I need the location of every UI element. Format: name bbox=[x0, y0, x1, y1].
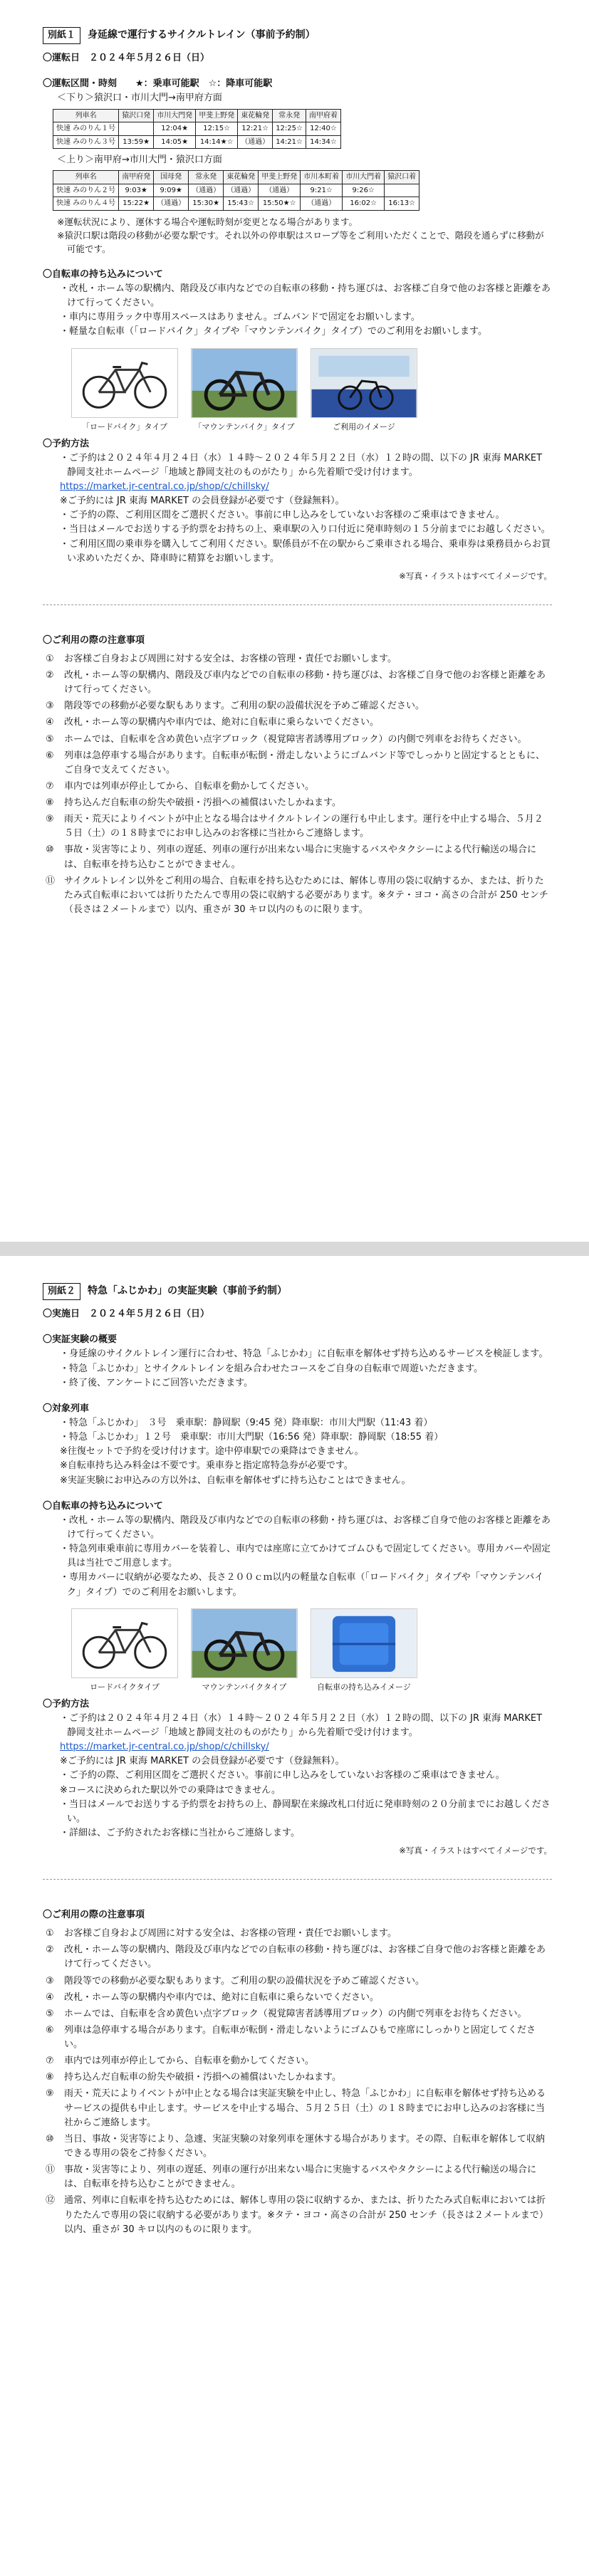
rules-heading-2: 〇ご利用の際の注意事項 bbox=[43, 1909, 145, 1920]
list-item: ③ 階段等での移動が必要な駅もあります。ご利用の駅の設備状況を予めご確認ください。 bbox=[46, 701, 424, 712]
header-cell: 猿沢口着 bbox=[385, 171, 419, 184]
bike-carry-item: ・車内に専用ラック中専用スペースはありません。ゴムバンドで固定をお願いします。 bbox=[60, 312, 420, 323]
list-item: ⑤ ホームでは、自転車を含め黄色い点字ブロック（視覚障害者誘導用ブロック）の内側で列車をお待ちください。 bbox=[46, 2008, 527, 2019]
booking-url-link[interactable]: https://market.jr-central.co.jp/shop/c/chillsky/ bbox=[60, 481, 269, 492]
down-timetable-header bbox=[53, 109, 341, 122]
list-item: ① お客様ご自身および周囲に対する安全は、お客様の管理・責任でお願いします。 bbox=[46, 653, 397, 664]
mountain-bike-photo bbox=[191, 1608, 298, 1693]
outline-item: ・終了後、アンケートにご回答いただきます。 bbox=[60, 1377, 254, 1388]
booking-url-link[interactable]: https://market.jr-central.co.jp/shop/c/chillsky/ bbox=[60, 1742, 269, 1753]
train-note: ※実証実験にお申込みの方以外は、自転車を解体せずに持ち込むことはできません。 bbox=[60, 1475, 411, 1486]
page-1-title: 身延線で運行するサイクルトレイン（事前予約制） bbox=[88, 29, 316, 41]
bike-carry-item: ・改札・ホーム等の駅構内、階段及び車内などでの自転車の移動・持ち運びは、お客様ご自身で他のお客様と距離をあけて行ってください。 bbox=[60, 283, 551, 309]
booking-heading-2: 〇予約方法 bbox=[43, 1698, 90, 1710]
header-cell: 列車名 bbox=[53, 171, 119, 184]
list-item: ⑦ 車内では列車が停止してから、自転車を動かしてください。 bbox=[46, 780, 315, 792]
booking-heading: 〇予約方法 bbox=[43, 438, 90, 449]
list-item: ⑫ 通常、列車に自転車を持ち込むためには、解体し専用の袋に収納するか、または、折りたたみ式自転車においては折りたたんで専用の袋に収納する必要があります。※タテ・ヨコ・高さの合計が 250 センチ（長さは２メートルまで）以内、重さが 30 キロ以内のものに限ります。 bbox=[46, 2195, 548, 2235]
time-cell: 15:30★ bbox=[189, 197, 224, 211]
target-trains-heading: 〇対象列車 bbox=[43, 1403, 90, 1414]
time-cell: 12:21☆ bbox=[238, 122, 273, 136]
experiment-date: 〇実施日 ２０２４年５月２６日（日） bbox=[43, 1309, 210, 1320]
time-cell bbox=[385, 184, 419, 197]
list-item: ⑨ 雨天・荒天によりイベントが中止となる場合は実証実験を中止し、特急「ふじかわ」に自転車を解体せず持ち込めるサービスの提供も中止します。サービスを中止する場合、５月２５日（土）の１８時までにお申し込みのお客様に当社からご連絡します。 bbox=[46, 2088, 546, 2128]
list-item: ⑧ 持ち込んだ自転車の紛失や破損・汚損への補償はいたしかねます。 bbox=[46, 2072, 341, 2083]
carry-image-photo bbox=[311, 1608, 417, 1693]
booking-item: ・ご利用区間の乗車券を購入してご利用ください。駅係員が不在の駅からご乗車される場合、乗車券は乗務員からお買い求めいただくか、降車時に精算をお願いします。 bbox=[60, 538, 551, 564]
train-name-cell: 快速 みのりん２号 bbox=[53, 184, 119, 197]
photo-caption: 「マウンテンバイク」タイプ bbox=[194, 422, 295, 431]
photo-note: ※写真・イラストはすべてイメージです。 bbox=[399, 570, 552, 581]
road-bike-photo bbox=[71, 348, 178, 433]
usage-image-photo bbox=[311, 348, 417, 433]
operation-date: 〇運転日 ２０２４年５月２６日（日） bbox=[43, 53, 210, 64]
train-note: ※往復セットで予約を受け付けます。途中停車駅での乗降はできません。 bbox=[60, 1446, 364, 1457]
bike-photos bbox=[43, 348, 552, 433]
target-train-item: ・特急「ふじかわ」１２号 乗車駅：市川大門駅（16:56 発）降車駅：静岡駅（18:55 着） bbox=[60, 1432, 444, 1443]
mountain-bike-icon bbox=[192, 349, 297, 417]
list-item: ⑧ 持ち込んだ自転車の紛失や破損・汚損への補償はいたしかねます。 bbox=[46, 797, 341, 809]
outline-item: ・特急「ふじかわ」とサイクルトレインを組み合わせたコースをご自身の自転車で周遊いただきます。 bbox=[60, 1363, 484, 1374]
list-item: ⑩ 事故・災害等により、列車の遅延、列車の運行が出来ない場合に実施するバスやタクシーによる代行輸送の場合には、自転車を持ち込むことができません。 bbox=[46, 844, 537, 870]
time-cell: 14:14★☆ bbox=[196, 135, 238, 149]
time-cell: 14:05★ bbox=[154, 135, 196, 149]
header-cell: 国母発 bbox=[154, 171, 189, 184]
header-cell: 猿沢口発 bbox=[119, 109, 154, 122]
train-name-cell: 快速 みのりん３号 bbox=[53, 135, 119, 149]
list-item: ⑪ サイクルトレイン以外をご利用の場合、自転車を持ち込むためには、解体し専用の袋に収納するか、または、折りたたみ式自転車においては折りたたんで専用の袋に収納する必要があります。※タテ・ヨコ・高さの合計が 250 センチ（長さは２メートルまで）以内、重さが 30 キロ以内のものに限ります。 bbox=[46, 875, 548, 916]
rules-heading: 〇ご利用の際の注意事項 bbox=[43, 634, 145, 646]
page-2-title: 特急「ふじかわ」の実証実験（事前予約制） bbox=[88, 1285, 288, 1297]
header-cell: 東花輪発 bbox=[224, 171, 259, 184]
train-name-cell: 快速 みのりん４号 bbox=[53, 197, 119, 211]
booking-item: ※ご予約には JR 東海 MARKET の会員登録が必要です（登録無料）。 bbox=[60, 1756, 345, 1767]
header-cell: 東花輪発 bbox=[238, 109, 273, 122]
list-item: ⑨ 雨天・荒天によりイベントが中止となる場合はサイクルトレインの運行も中止します。運行を中止する場合、５月２５日（土）の１８時までにお申し込みのお客様に当社からご連絡します。 bbox=[46, 814, 543, 839]
header-cell: 常永発 bbox=[189, 171, 224, 184]
header-cell: 南甲府発 bbox=[119, 171, 154, 184]
time-cell: 9:03★ bbox=[119, 184, 154, 197]
table-row bbox=[53, 122, 341, 136]
booking-item: ・詳細は、ご予約されたお客様に当社からご連絡します。 bbox=[60, 1827, 300, 1838]
annex-tag-2: 別紙２ bbox=[43, 1283, 80, 1300]
time-cell: （通過） bbox=[301, 197, 343, 211]
list-item: ⑩ 当日、事故・災害等により、急遽、実証実験の対象列車を運休する場合があります。その際、自転車を解体して収納できる専用の袋をご持参ください。 bbox=[46, 2133, 545, 2159]
photo-caption: 自転車の持ち込みイメージ bbox=[317, 1682, 411, 1692]
time-cell: 15:22★ bbox=[119, 197, 154, 211]
bike-carry-item: ・特急列車乗車前に専用カバーを装着し、車内では座席に立てかけてゴムひもで固定してください。専用カバーや固定具は当社でご用意します。 bbox=[60, 1544, 551, 1569]
booking-item: ※ご予約には JR 東海 MARKET の会員登録が必要です（登録無料）。 bbox=[60, 496, 345, 507]
mountain-bike-photo bbox=[191, 348, 298, 433]
list-item: ③ 階段等での移動が必要な駅もあります。ご利用の駅の設備状況を予めご確認ください。 bbox=[46, 1975, 424, 1986]
outline-heading: 〇実証実験の概要 bbox=[43, 1334, 118, 1346]
list-item: ⑦ 車内では列車が停止してから、自転車を動かしてください。 bbox=[46, 2056, 315, 2067]
down-timetable bbox=[53, 109, 341, 150]
rules-list-2 bbox=[43, 1927, 552, 2237]
photo-caption: マウンテンバイクタイプ bbox=[202, 1682, 287, 1692]
photo-caption: 「ロードバイク」タイプ bbox=[81, 422, 167, 431]
section-divider bbox=[43, 604, 552, 605]
route-note: ※猿沢口駅は階段の移動が必要な駅です。それ以外の停車駅はスロープ等をご利用いただくことで、階段を通らずに移動が可能です。 bbox=[57, 230, 544, 255]
table-row bbox=[53, 184, 419, 197]
photo-caption: ロードバイクタイプ bbox=[90, 1682, 160, 1692]
list-item: ⑤ ホームでは、自転車を含め黄色い点字ブロック（視覚障害者誘導用ブロック）の内側で列車をお待ちください。 bbox=[46, 733, 527, 745]
up-direction-label: ＜上り＞南甲府→市川大門・猿沢口方面 bbox=[57, 155, 222, 166]
time-cell: 16:02☆ bbox=[343, 197, 385, 211]
header-cell: 市川大門発 bbox=[154, 109, 196, 122]
booking-item: ・ご予約は２０２４年４月２４日（水）１４時～２０２４年５月２２日（水）１２時の間、以下の JR 東海 MARKET 静岡支社ホームページ「地域と静岡支社のものがたり」から先着順で受け付けます。 bbox=[60, 1712, 552, 1738]
time-cell: （通過） bbox=[259, 184, 301, 197]
route-heading: 〇運転区間・時刻 ★：乗車可能駅 ☆：降車可能駅 bbox=[43, 78, 273, 90]
route-note: ※運転状況により、運休する場合や運転時刻が変更となる場合があります。 bbox=[57, 216, 358, 227]
time-cell: 12:04★ bbox=[154, 122, 196, 136]
bike-carry-heading-2: 〇自転車の持ち込みについて bbox=[43, 1500, 163, 1512]
bike-cover-seat-icon bbox=[311, 1609, 417, 1677]
table-row bbox=[53, 135, 341, 149]
time-cell: 14:34☆ bbox=[306, 135, 340, 149]
bike-carry-item: ・専用カバーに収納が必要なため、長さ２００ｃｍ以内の軽量な自転車（「ロードバイク」タイプや「マウンテンバイク」タイプ）でのご利用をお願いします。 bbox=[60, 1572, 544, 1598]
table-row bbox=[53, 197, 419, 211]
road-bike-photo bbox=[71, 1608, 178, 1693]
list-item: ④ 改札・ホーム等の駅構内や車内では、絶対に自転車に乗らないでください。 bbox=[46, 1991, 380, 2003]
outline-item: ・身延線のサイクルトレイン運行に合わせ、特急「ふじかわ」に自転車を解体せず持ち込めるサービスを検証します。 bbox=[60, 1349, 548, 1360]
bike-carry-item: ・改札・ホーム等の駅構内、階段及び車内などでの自転車の移動・持ち運びは、お客様ご自身で他のお客様と距離をあけて行ってください。 bbox=[60, 1514, 551, 1540]
target-train-item: ・特急「ふじかわ」 ３号 乗車駅：静岡駅（9:45 発）降車駅：市川大門駅（11:43 着） bbox=[60, 1417, 433, 1428]
rules-list bbox=[43, 652, 552, 917]
time-cell: 15:43☆ bbox=[224, 197, 259, 211]
bike-carry-item: ・軽量な自転車（「ロードバイク」タイプや「マウンテンバイク」タイプ）でのご利用をお願いします。 bbox=[60, 326, 487, 337]
page-1-title-row bbox=[43, 27, 552, 44]
train-name-cell: 快速 みのりん１号 bbox=[53, 122, 119, 136]
booking-item: ※コースに決められた駅以外での乗降はできません。 bbox=[60, 1784, 281, 1796]
list-item: ② 改札・ホーム等の駅構内、階段及び車内などでの自転車の移動・持ち運びは、お客様ご自身で他のお客様と距離をあけて行ってください。 bbox=[46, 669, 546, 696]
time-cell: （通過） bbox=[154, 197, 189, 211]
page-2-title-row bbox=[43, 1283, 552, 1300]
booking-item: ・ご予約は２０２４年４月２４日（水）１４時～２０２４年５月２２日（水）１２時の間、以下の JR 東海 MARKET 静岡支社ホームページ「地域と静岡支社のものがたり」から先着順で受け付けます。 bbox=[60, 452, 552, 478]
time-cell: 9:21☆ bbox=[301, 184, 343, 197]
time-cell: 12:15☆ bbox=[196, 122, 238, 136]
time-cell: 14:21☆ bbox=[273, 135, 306, 149]
down-direction-label: ＜下り＞猿沢口・市川大門→南甲府方面 bbox=[57, 93, 222, 104]
header-cell: 列車名 bbox=[53, 109, 119, 122]
bike-carry-heading: 〇自転車の持ち込みについて bbox=[43, 268, 163, 280]
time-cell: 9:26☆ bbox=[343, 184, 385, 197]
page-1 bbox=[0, 0, 589, 1242]
list-item: ⑥ 列車は急停車する場合があります。自転車が転倒・滑走しないようにゴムひもで座席にしっかりと固定してください。 bbox=[46, 2024, 536, 2051]
header-cell: 甲斐上野発 bbox=[259, 171, 301, 184]
time-cell: 9:09★ bbox=[154, 184, 189, 197]
train-note: ※自転車持ち込み料金は不要です。乗車券と指定席特急券が必要です。 bbox=[60, 1460, 353, 1472]
list-item: ⑪ 事故・災害等により、列車の遅延、列車の運行が出来ない場合に実施するバスやタクシーによる代行輸送の場合には、自転車を持ち込むことができません。 bbox=[46, 2164, 537, 2190]
list-item: ④ 改札・ホーム等の駅構内や車内では、絶対に自転車に乗らないでください。 bbox=[46, 717, 380, 728]
annex-tag-1: 別紙１ bbox=[43, 27, 80, 44]
header-cell: 市川本町着 bbox=[301, 171, 343, 184]
list-item: ② 改札・ホーム等の駅構内、階段及び車内などでの自転車の移動・持ち運びは、お客様ご自身で他のお客様と距離をあけて行ってください。 bbox=[46, 1944, 546, 1970]
time-cell: 12:40☆ bbox=[306, 122, 340, 136]
road-bike-icon bbox=[72, 349, 177, 417]
time-cell bbox=[119, 122, 154, 136]
up-timetable bbox=[53, 170, 419, 211]
section-divider bbox=[43, 1879, 552, 1880]
time-cell: （通過） bbox=[238, 135, 273, 149]
road-bike-icon bbox=[72, 1609, 177, 1677]
bike-photos-2 bbox=[43, 1608, 552, 1693]
train-interior-icon bbox=[311, 349, 417, 417]
header-cell: 南甲府着 bbox=[306, 109, 340, 122]
time-cell: 15:50★☆ bbox=[259, 197, 301, 211]
photo-caption: ご利用のイメージ bbox=[333, 422, 395, 431]
booking-item: ・ご予約の際、ご利用区間をご選択ください。事前に申し込みをしていないお客様のご乗車はできません。 bbox=[60, 1770, 505, 1781]
header-cell: 常永発 bbox=[273, 109, 306, 122]
list-item: ⑥ 列車は急停車する場合があります。自転車が転倒・滑走しないようにゴムバンド等でしっかりと固定するとともに、ご自身で支えてください。 bbox=[46, 750, 545, 775]
time-cell: （通過） bbox=[189, 184, 224, 197]
booking-item: ・ご予約の際、ご利用区間をご選択ください。事前に申し込みをしていないお客様のご乗車はできません。 bbox=[60, 510, 505, 521]
header-cell: 甲斐上野発 bbox=[196, 109, 238, 122]
mountain-bike-icon bbox=[192, 1609, 297, 1677]
up-timetable-header bbox=[53, 171, 419, 184]
time-cell: 12:25☆ bbox=[273, 122, 306, 136]
booking-item: ・当日はメールでお送りする予約票をお持ちの上、静岡駅在来線改札口付近に発車時刻の２０分前までにお越しください。 bbox=[60, 1799, 551, 1824]
booking-item: ・当日はメールでお送りする予約票をお持ちの上、乗車駅の入り口付近に発車時刻の１５分前までにお越しください。 bbox=[60, 524, 551, 535]
photo-note: ※写真・イラストはすべてイメージです。 bbox=[399, 1845, 552, 1856]
time-cell: （通過） bbox=[224, 184, 259, 197]
list-item: ① お客様ご自身および周囲に対する安全は、お客様の管理・責任でお願いします。 bbox=[46, 1928, 397, 1939]
time-cell: 16:13☆ bbox=[385, 197, 419, 211]
page-2 bbox=[0, 1256, 589, 2576]
header-cell: 市川大門着 bbox=[343, 171, 385, 184]
time-cell: 13:59★ bbox=[119, 135, 154, 149]
